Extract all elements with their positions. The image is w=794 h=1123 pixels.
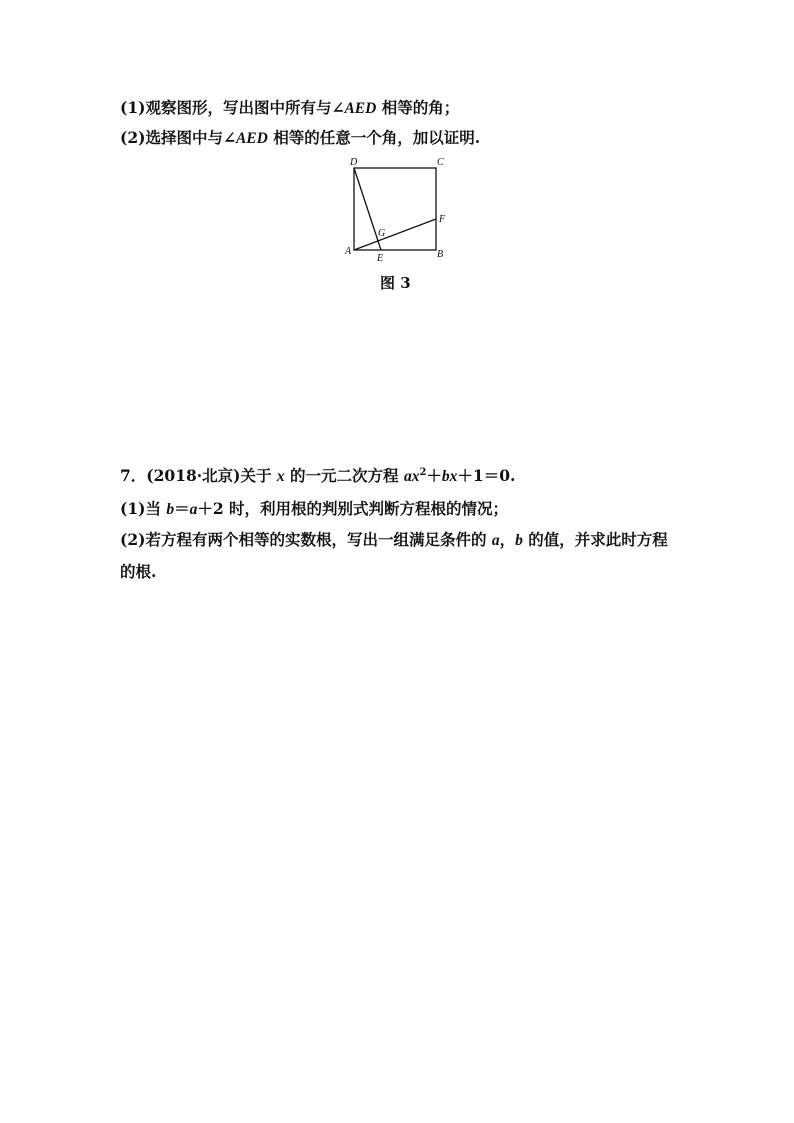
q7-eq-exponent: 2: [419, 466, 427, 478]
q7-eq-ax: ax: [403, 468, 420, 485]
q7-part1: [120, 499, 508, 520]
q7-part2-a: a: [491, 532, 500, 549]
q7-var-x: x: [276, 468, 285, 485]
q6-part1: [120, 98, 459, 119]
q7-part2: [120, 530, 668, 551]
q7-eq-rest: ＋1＝0.: [457, 466, 516, 485]
segment-af: [354, 219, 436, 250]
q7-part1-prefix: (1)当: [120, 499, 167, 518]
label-f: F: [439, 214, 446, 225]
q7-part2-continuation: 的根.: [120, 562, 157, 581]
q6-part1-suffix: 相等的角；: [376, 98, 460, 117]
q7-part2-comma: ，: [499, 530, 516, 549]
q6-part1-prefix: (1)观察图形，写出图中所有与∠: [120, 98, 345, 117]
q7-stem-mid: 的一元二次方程: [284, 466, 404, 485]
label-b: B: [437, 249, 444, 260]
label-d: D: [350, 157, 358, 168]
q7-eq-plus: ＋: [426, 466, 442, 485]
q7-stem-prefix: 7．(2018·北京)关于: [120, 466, 277, 485]
q6-part2: [120, 128, 480, 149]
label-e: E: [377, 253, 384, 264]
figure-caption: 图 3: [380, 274, 411, 292]
label-c: C: [437, 157, 444, 168]
q7-eq-bx: bx: [441, 468, 458, 485]
label-g: G: [378, 228, 386, 239]
q6-part1-angle: AED: [344, 100, 377, 117]
q7-part2-b: b: [515, 532, 523, 549]
geometry-figure: [340, 155, 460, 265]
q7-stem: [120, 466, 515, 487]
q7-part1-a: a: [189, 501, 198, 518]
q6-part2-angle: AED: [235, 130, 268, 147]
segment-de: [354, 168, 381, 250]
q7-part1-rest: ＋2 时，利用根的判别式判断方程根的情况；: [197, 499, 509, 518]
square-abcd: [354, 168, 436, 250]
q7-part2-prefix: (2)若方程有两个相等的实数根，写出一组满足条件的: [120, 530, 492, 549]
q6-part2-prefix: (2)选择图中与∠: [120, 128, 236, 147]
q7-part2-suffix: 的值，并求此时方程: [522, 530, 668, 549]
q7-part1-b: b: [166, 501, 175, 518]
q6-part2-suffix: 相等的任意一个角，加以证明.: [267, 128, 481, 147]
label-a: A: [345, 246, 352, 257]
q7-part1-eq: ＝: [174, 499, 190, 518]
